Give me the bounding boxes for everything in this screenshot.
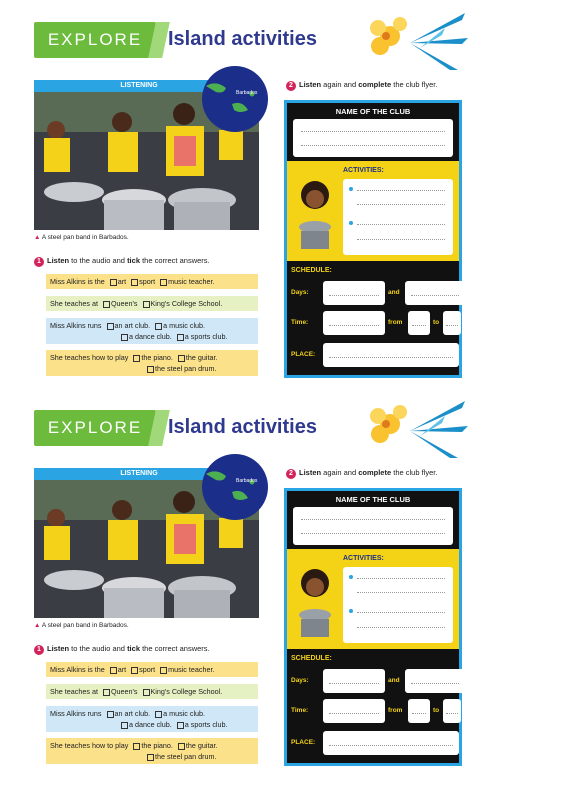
instruction-verb: complete [358,80,392,89]
to-label: to [433,319,440,326]
exercise-number-badge: 2 [286,81,296,91]
tick-checkbox[interactable] [103,301,110,308]
time-from-field[interactable] [408,699,430,723]
option-label: a sports club. [184,720,228,729]
flyer-schedule-label: SCHEDULE: [291,267,332,274]
question-lead: She teaches at [50,299,98,308]
caption-triangle-icon: ▲ [34,234,41,241]
flyer-name-label: NAME OF THE CLUB [335,495,411,504]
option-label: the guitar. [185,353,218,362]
activities-field[interactable] [343,179,453,255]
to-label: to [433,707,440,714]
time-to-field[interactable] [443,311,461,335]
instruction-text: the correct answers. [140,256,210,265]
header [34,396,480,466]
option-label: a sports club. [184,332,228,341]
page-title: Island activities [168,28,317,50]
option-label: a dance club. [129,720,172,729]
club-flyer [284,488,462,766]
question-lead: Miss Alkins runs [50,709,102,718]
place-field[interactable] [323,731,459,755]
tick-checkbox[interactable] [133,743,140,750]
days-label: Days: [291,289,309,296]
option-label: the steel pan drum. [155,752,217,761]
instruction-verb: Listen [47,256,70,265]
tick-checkbox[interactable] [143,689,150,696]
tick-checkbox[interactable] [103,689,110,696]
question-lead: Miss Alkins is the [50,277,105,286]
question-row [46,274,258,289]
option-label: a dance club. [129,332,172,341]
photo-caption [34,234,129,241]
option-label: King's [150,299,170,308]
tick-checkbox[interactable] [160,667,167,674]
question-lead: She teaches at [50,687,98,696]
flyer-activities-label: ACTIVITIES: [343,555,384,562]
option-label: Queen's [110,687,138,696]
time-from-field[interactable] [408,311,430,335]
header [34,8,480,78]
time-label: Time: [291,319,309,326]
time-field[interactable] [323,699,385,723]
tick-checkbox[interactable] [160,279,167,286]
instruction-verb: Listen [47,644,70,653]
question-lead: She teaches how to play [50,353,129,362]
instruction-text: the club flyer. [391,468,438,477]
question-row [46,706,258,732]
instruction-verb: tick [127,644,140,653]
time-to-field[interactable] [443,699,461,723]
caption-text: A steel pan band in Barbados. [41,622,129,629]
girl-with-steel-pan-icon [293,565,337,645]
option-label: an art club. [114,321,151,330]
tick-checkbox[interactable] [177,334,184,341]
question-tail: College School. [171,299,223,308]
instruction-text: the club flyer. [391,80,438,89]
tick-checkbox[interactable] [147,754,154,761]
tick-checkbox[interactable] [178,355,185,362]
question-row [46,662,258,677]
club-flyer [284,100,462,378]
day-field-2[interactable] [405,669,465,693]
from-label: from [388,319,403,326]
map-label: Barbados [236,478,258,484]
day-field-2[interactable] [405,281,465,305]
explore-banner: EXPLORE [34,22,156,58]
day-field-1[interactable] [323,669,385,693]
page-title: Island activities [168,416,317,438]
tick-checkbox[interactable] [133,355,140,362]
flyer-name-label: NAME OF THE CLUB [335,107,411,116]
caption-triangle-icon: ▲ [34,622,41,629]
tick-checkbox[interactable] [143,301,150,308]
tick-checkbox[interactable] [155,711,162,718]
option-label: the piano. [141,741,173,750]
question-tail: College School. [171,687,223,696]
club-name-field[interactable] [293,507,453,545]
question-row [46,318,258,344]
tick-checkbox[interactable] [147,366,154,373]
instruction-text: the correct answers. [140,644,210,653]
from-label: from [388,707,403,714]
tick-checkbox[interactable] [110,667,117,674]
option-label: Queen's [110,299,138,308]
time-label: Time: [291,707,309,714]
map-label: Barbados [236,90,258,96]
option-label: a music club. [163,709,206,718]
days-label: Days: [291,677,309,684]
activities-field[interactable] [343,567,453,643]
photo-caption [34,622,129,629]
and-label: and [388,677,400,684]
option-label: the guitar. [185,741,218,750]
worksheet-page [34,8,480,382]
instruction-text: again and [321,468,359,477]
time-field[interactable] [323,311,385,335]
listening-label: LISTENING [34,468,244,480]
question-row [46,738,258,764]
question-tail: teacher. [188,277,215,286]
instruction-verb: tick [127,256,140,265]
option-label: the steel pan drum. [155,364,217,373]
exercise-1-instruction [34,256,210,267]
tropical-flower-icon [350,396,470,466]
tick-checkbox[interactable] [131,667,138,674]
instruction-text: to the audio and [69,256,128,265]
instruction-verb: Listen [299,468,322,477]
option-label: an art club. [114,709,151,718]
instruction-verb: complete [358,468,392,477]
barbados-map [202,66,268,132]
tick-checkbox[interactable] [107,711,114,718]
worksheet-page [34,396,480,770]
tick-checkbox[interactable] [155,323,162,330]
option-label: music [168,277,187,286]
caption-text: A steel pan band in Barbados. [41,234,129,241]
tick-checkbox[interactable] [110,279,117,286]
place-field[interactable] [323,343,459,367]
exercise-number-badge: 1 [34,645,44,655]
and-label: and [388,289,400,296]
tick-checkbox[interactable] [121,334,128,341]
question-row [46,296,258,311]
question-row [46,350,258,376]
instruction-verb: Listen [299,80,322,89]
question-row [46,684,258,699]
option-label: sport [139,665,156,674]
tick-checkbox[interactable] [107,323,114,330]
tick-checkbox[interactable] [131,279,138,286]
tick-checkbox[interactable] [121,722,128,729]
flyer-activities-label: ACTIVITIES: [343,167,384,174]
barbados-map [202,454,268,520]
option-label: sport [139,277,156,286]
option-label: art [117,665,127,674]
question-lead: Miss Alkins runs [50,321,102,330]
exercise-2-instruction [286,468,437,479]
exercise-number-badge: 2 [286,469,296,479]
question-lead: Miss Alkins is the [50,665,105,674]
place-label: PLACE: [291,739,316,746]
listening-label: LISTENING [34,80,244,92]
option-label: a music club. [163,321,206,330]
exercise-1-instruction [34,644,210,655]
tropical-flower-icon [350,8,470,78]
club-name-field[interactable] [293,119,453,157]
day-field-1[interactable] [323,281,385,305]
question-tail: teacher. [188,665,215,674]
flyer-schedule-label: SCHEDULE: [291,655,332,662]
exercise-2-instruction [286,80,437,91]
option-label: King's [150,687,170,696]
option-label: art [117,277,127,286]
tick-checkbox[interactable] [178,743,185,750]
option-label: music [168,665,187,674]
instruction-text: again and [321,80,359,89]
question-lead: She teaches how to play [50,741,129,750]
tick-checkbox[interactable] [177,722,184,729]
girl-with-steel-pan-icon [293,177,337,257]
explore-banner: EXPLORE [34,410,156,446]
option-label: the piano. [141,353,173,362]
place-label: PLACE: [291,351,316,358]
instruction-text: to the audio and [69,644,128,653]
exercise-number-badge: 1 [34,257,44,267]
